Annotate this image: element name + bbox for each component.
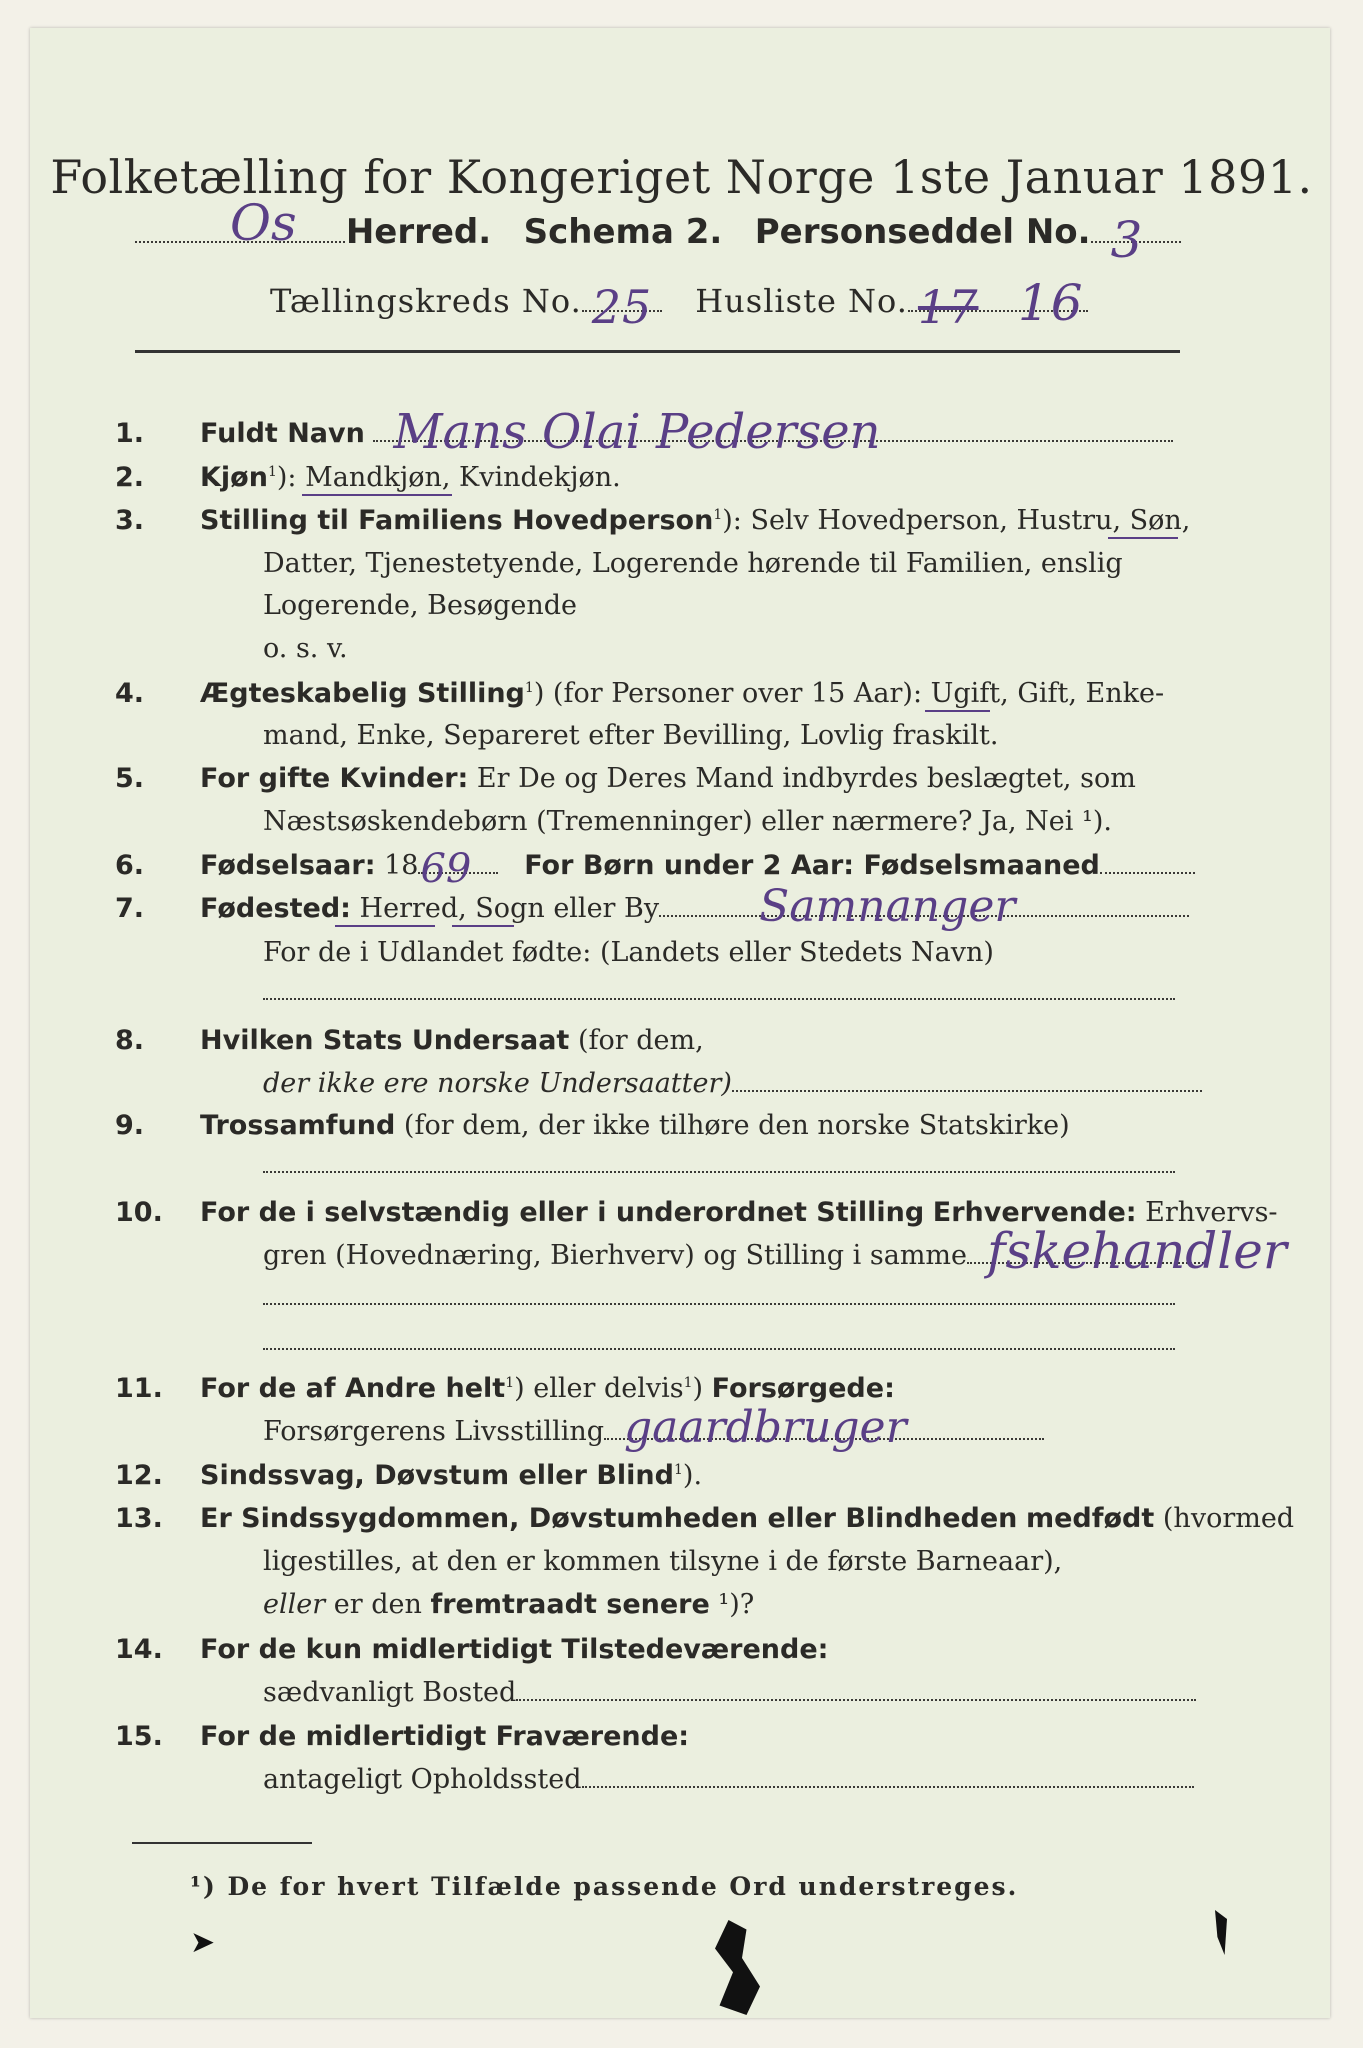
- congenital-label: medfødt: [1025, 1503, 1155, 1534]
- birthplace-label: Fødested:: [200, 893, 351, 924]
- religion-note: (for dem, der ikke tilhøre den norske Statskirke): [403, 1110, 1070, 1141]
- item-number: 6.: [115, 850, 145, 881]
- temporary-present-label: For de kun midlertidigt Tilstedeværende:: [200, 1634, 829, 1665]
- footnote-ref: 1: [267, 464, 277, 480]
- taellingskreds-value: 25: [591, 280, 653, 334]
- married-women-question: Er De og Deres Mand indbyrdes beslægtet, som: [476, 763, 1136, 794]
- ink-mark: ➤: [190, 1925, 216, 1960]
- footnote-ref: 1: [673, 1462, 683, 1478]
- position-label: Stilling til Familiens Hovedperson: [200, 505, 714, 536]
- usual-residence-label: sædvanligt Bosted: [263, 1677, 517, 1708]
- footnote: ¹) De for hvert Tilfælde passende Ord understreges.: [190, 1872, 1019, 1901]
- full-name-label: Fuldt Navn: [200, 418, 365, 449]
- item-number: 9.: [115, 1110, 145, 1141]
- dependent-label: For de af Andre helt: [200, 1373, 506, 1404]
- header-rule: [135, 350, 1180, 353]
- item-number: 13.: [115, 1503, 163, 1534]
- birth-month-label: For Børn under 2 Aar: Fødselsmaaned: [524, 850, 1100, 881]
- husliste-struck-value: 17: [917, 280, 979, 334]
- religion-row: [200, 1110, 1070, 1141]
- disability-label: Sindssvag, Døvstum eller Blind: [200, 1460, 674, 1491]
- position-row-1: Stilling til Familiens Hovedperson$^1$): Selv Hovedperson, Hustru, Søn,: [200, 505, 1191, 536]
- citizenship-condition: der ikke ere norske Undersaatter): [263, 1068, 732, 1099]
- congenital-row-3: [263, 1589, 754, 1620]
- birthplace-row-1: [200, 881, 1189, 932]
- position-row-4: o. s. v.: [263, 633, 348, 664]
- marital-underline: [925, 710, 990, 712]
- schema-label: Schema 2.: [523, 212, 723, 252]
- husliste-label: Husliste No.: [695, 282, 908, 320]
- personseddel-label: Personseddel No.: [754, 212, 1091, 252]
- birthplace-row-2: For de i Udlandet fødte: (Landets eller Stedets Navn): [263, 937, 994, 968]
- congenital-note: (hvormed: [1162, 1503, 1295, 1534]
- married-women-row-1: [200, 763, 1136, 794]
- dependent-row-2: [263, 1402, 1044, 1453]
- disability-end: ).: [682, 1460, 703, 1491]
- congenital-is: er den: [333, 1589, 422, 1620]
- item-number: 5.: [115, 763, 145, 794]
- presumed-residence-row: [263, 1764, 1194, 1795]
- dependent-note: ) eller delvis: [514, 1373, 684, 1404]
- provider-occupation-answer: gaardbruger: [624, 1402, 907, 1453]
- form-title: Folketælling for Kongeriget Norge 1ste Januar 1891.: [50, 150, 1313, 204]
- citizenship-row-2: [263, 1068, 1202, 1099]
- temporary-absent-label: For de midlertidigt Fraværende:: [200, 1721, 690, 1752]
- birthplace-underline-herred: [335, 925, 435, 927]
- occupation-line-1: Erhvervs-: [1145, 1197, 1278, 1228]
- usual-residence-row: [263, 1677, 1196, 1708]
- sex-underline: [302, 494, 452, 496]
- herred-line: [135, 194, 1181, 269]
- temporary-present-row: [200, 1634, 828, 1665]
- full-name-row: [200, 404, 1173, 460]
- position-options-1: ): Selv Hovedperson, Hustru, Søn,: [722, 505, 1191, 536]
- citizenship-row-1: [200, 1025, 704, 1056]
- full-name-answer: Mans Olai Pedersen: [393, 404, 881, 460]
- occupation-label: For de i selvstændig eller i underordnet Stilling: [200, 1197, 925, 1228]
- item-number: 2.: [115, 462, 145, 493]
- marital-options-1: ) (for Personer over 15 Aar): Ugift, Gift, Enke-: [533, 678, 1165, 709]
- item-number: 12.: [115, 1460, 163, 1491]
- birth-year-row: [200, 846, 1195, 892]
- sex-label: Kjøn: [200, 462, 268, 493]
- sex-row: [200, 462, 621, 493]
- birth-year-prefix: 18: [384, 850, 419, 881]
- provider-occupation-label: Forsørgerens Livsstilling: [263, 1416, 605, 1447]
- item-number: 14.: [115, 1634, 163, 1665]
- congenital-row-2: ligestilles, at den er kommen tilsyne i de første Barneaar),: [263, 1546, 1063, 1577]
- sex-options: ): Mandkjøn, Kvindekjøn.: [276, 462, 621, 493]
- occupation-line-3: [263, 1290, 1175, 1309]
- herred-value: Os: [230, 194, 297, 252]
- married-women-label: For gifte Kvinder:: [200, 763, 469, 794]
- disability-row: [200, 1460, 702, 1491]
- citizenship-note: (for dem,: [577, 1025, 704, 1056]
- position-row-3: Logerende, Besøgende: [263, 590, 577, 621]
- birthplace-abroad-line: [263, 985, 1175, 1004]
- congenital-row-1: [200, 1503, 1294, 1534]
- married-women-row-2: Næstsøskendebørn (Tremenninger) eller nærmere? Ja, Nei ¹).: [263, 806, 1112, 837]
- congenital-later-label: fremtraadt senere: [430, 1589, 710, 1620]
- birth-year-label: Fødselsaar:: [200, 850, 376, 881]
- occupation-line-4: [263, 1335, 1175, 1354]
- temporary-absent-row: [200, 1721, 689, 1752]
- taellingskreds-line: [270, 274, 1088, 334]
- congenital-end: ¹)?: [718, 1589, 755, 1620]
- occupation-row-2: [263, 1222, 1287, 1280]
- taellingskreds-label: Tællingskreds No.: [270, 282, 582, 320]
- herred-label: Herred.: [345, 212, 492, 252]
- occupation-label-2: Erhvervende:: [932, 1197, 1137, 1228]
- religion-answer-line: [263, 1158, 1175, 1177]
- position-underline: [1108, 537, 1178, 539]
- position-row-2: Datter, Tjenestetyende, Logerende hørende til Familien, enslig: [263, 548, 1123, 579]
- item-number: 11.: [115, 1373, 163, 1404]
- item-number: 10.: [115, 1197, 163, 1228]
- dependent-label-2: Forsørgede:: [711, 1373, 895, 1404]
- dependent-row-1: For de af Andre helt$^1$) eller delvis$^1$) Forsørgede:: [200, 1373, 895, 1404]
- item-number: 15.: [115, 1721, 163, 1752]
- birth-year-value: 69: [420, 846, 472, 892]
- footnote-rule: [132, 1842, 312, 1844]
- husliste-value: 16: [1017, 274, 1084, 332]
- religion-label: Trossamfund: [200, 1110, 396, 1141]
- item-number: 4.: [115, 678, 145, 709]
- marital-row-1: Ægteskabelig Stilling$^1$) (for Personer over 15 Aar): Ugift, Gift, Enke-: [200, 678, 1165, 709]
- presumed-residence-label: antageligt Opholdssted: [263, 1764, 582, 1795]
- occupation-line-2: gren (Hovednæring, Bierhverv) og Stilling i samme: [263, 1240, 968, 1271]
- birthplace-options: Herred, Sogn eller By: [359, 893, 660, 924]
- item-number: 8.: [115, 1025, 145, 1056]
- marital-row-2: mand, Enke, Separeret efter Bevilling, Lovlig fraskilt.: [263, 720, 999, 751]
- birthplace-answer: Samnanger: [759, 881, 1016, 932]
- personseddel-value: 3: [1110, 211, 1143, 269]
- occupation-answer: fskehandler: [987, 1222, 1287, 1280]
- census-form-paper: [30, 28, 1330, 2018]
- marital-label: Ægteskabelig Stilling: [200, 678, 525, 709]
- item-number: 7.: [115, 893, 145, 924]
- item-number: 3.: [115, 505, 145, 536]
- congenital-question: Er Sindssygdommen, Døvstumheden eller Blindheden: [200, 1503, 1018, 1534]
- item-number: 1.: [115, 418, 145, 449]
- birthplace-underline-sogn: [452, 925, 514, 927]
- citizenship-label: Hvilken Stats Undersaat: [200, 1025, 570, 1056]
- congenital-or: eller: [263, 1589, 326, 1620]
